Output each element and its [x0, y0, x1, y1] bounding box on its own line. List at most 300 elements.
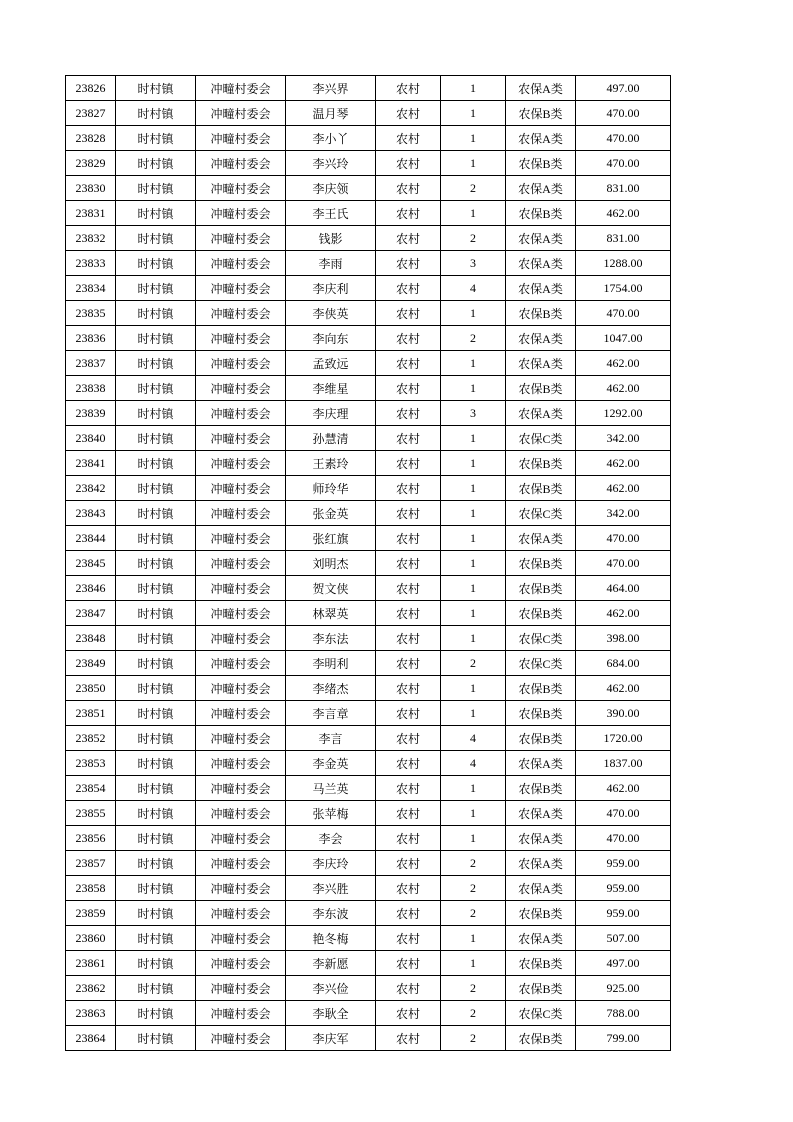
cell-id: 23855	[66, 801, 116, 826]
cell-name: 李庆军	[286, 1026, 376, 1051]
cell-category: 农保A类	[506, 176, 576, 201]
cell-type: 农村	[376, 501, 441, 526]
cell-committee: 冲疃村委会	[196, 901, 286, 926]
cell-type: 农村	[376, 801, 441, 826]
cell-amount: 1292.00	[576, 401, 671, 426]
cell-id: 23847	[66, 601, 116, 626]
cell-amount: 462.00	[576, 351, 671, 376]
cell-committee: 冲疃村委会	[196, 176, 286, 201]
cell-count: 2	[441, 976, 506, 1001]
cell-amount: 470.00	[576, 101, 671, 126]
cell-category: 农保B类	[506, 476, 576, 501]
cell-town: 时村镇	[116, 676, 196, 701]
table-row	[66, 776, 671, 801]
cell-committee: 冲疃村委会	[196, 651, 286, 676]
cell-category: 农保C类	[506, 1001, 576, 1026]
cell-count: 1	[441, 926, 506, 951]
cell-category: 农保B类	[506, 601, 576, 626]
cell-type: 农村	[376, 376, 441, 401]
cell-id: 23852	[66, 726, 116, 751]
cell-category: 农保A类	[506, 851, 576, 876]
cell-id: 23853	[66, 751, 116, 776]
cell-town: 时村镇	[116, 526, 196, 551]
cell-committee: 冲疃村委会	[196, 201, 286, 226]
cell-count: 1	[441, 551, 506, 576]
cell-amount: 470.00	[576, 126, 671, 151]
cell-count: 2	[441, 176, 506, 201]
cell-name: 林翠英	[286, 601, 376, 626]
cell-committee: 冲疃村委会	[196, 401, 286, 426]
cell-committee: 冲疃村委会	[196, 351, 286, 376]
cell-committee: 冲疃村委会	[196, 226, 286, 251]
cell-name: 李庆玲	[286, 851, 376, 876]
cell-category: 农保C类	[506, 426, 576, 451]
cell-count: 1	[441, 426, 506, 451]
cell-count: 1	[441, 801, 506, 826]
table-row	[66, 201, 671, 226]
cell-type: 农村	[376, 651, 441, 676]
cell-count: 1	[441, 351, 506, 376]
cell-town: 时村镇	[116, 1001, 196, 1026]
cell-town: 时村镇	[116, 176, 196, 201]
cell-count: 2	[441, 226, 506, 251]
cell-name: 钱影	[286, 226, 376, 251]
table-row	[66, 901, 671, 926]
cell-town: 时村镇	[116, 901, 196, 926]
cell-count: 2	[441, 876, 506, 901]
cell-name: 李庆领	[286, 176, 376, 201]
cell-amount: 470.00	[576, 301, 671, 326]
cell-id: 23845	[66, 551, 116, 576]
cell-type: 农村	[376, 451, 441, 476]
cell-amount: 497.00	[576, 951, 671, 976]
table-row	[66, 951, 671, 976]
cell-category: 农保A类	[506, 401, 576, 426]
cell-committee: 冲疃村委会	[196, 801, 286, 826]
cell-category: 农保B类	[506, 901, 576, 926]
cell-category: 农保B类	[506, 676, 576, 701]
cell-id: 23863	[66, 1001, 116, 1026]
cell-amount: 799.00	[576, 1026, 671, 1051]
cell-amount: 959.00	[576, 901, 671, 926]
table-row	[66, 426, 671, 451]
cell-town: 时村镇	[116, 601, 196, 626]
cell-name: 李会	[286, 826, 376, 851]
cell-name: 李兴界	[286, 76, 376, 101]
cell-name: 贺文侠	[286, 576, 376, 601]
table-row	[66, 926, 671, 951]
cell-town: 时村镇	[116, 951, 196, 976]
cell-id: 23828	[66, 126, 116, 151]
cell-amount: 470.00	[576, 826, 671, 851]
cell-count: 1	[441, 576, 506, 601]
cell-count: 3	[441, 251, 506, 276]
cell-count: 1	[441, 526, 506, 551]
cell-category: 农保B类	[506, 701, 576, 726]
table-row	[66, 101, 671, 126]
cell-type: 农村	[376, 101, 441, 126]
cell-town: 时村镇	[116, 776, 196, 801]
cell-amount: 462.00	[576, 201, 671, 226]
cell-name: 李东法	[286, 626, 376, 651]
cell-type: 农村	[376, 1001, 441, 1026]
cell-town: 时村镇	[116, 151, 196, 176]
cell-count: 1	[441, 101, 506, 126]
cell-type: 农村	[376, 426, 441, 451]
table-row	[66, 876, 671, 901]
table-row	[66, 1026, 671, 1051]
cell-id: 23829	[66, 151, 116, 176]
cell-type: 农村	[376, 351, 441, 376]
cell-type: 农村	[376, 776, 441, 801]
cell-type: 农村	[376, 726, 441, 751]
cell-committee: 冲疃村委会	[196, 126, 286, 151]
cell-name: 艳冬梅	[286, 926, 376, 951]
cell-category: 农保B类	[506, 1026, 576, 1051]
cell-category: 农保A类	[506, 876, 576, 901]
cell-category: 农保A类	[506, 526, 576, 551]
table-row	[66, 251, 671, 276]
cell-category: 农保A类	[506, 826, 576, 851]
cell-name: 孟致远	[286, 351, 376, 376]
cell-amount: 959.00	[576, 876, 671, 901]
cell-count: 1	[441, 676, 506, 701]
cell-count: 1	[441, 151, 506, 176]
cell-count: 1	[441, 951, 506, 976]
table-row	[66, 351, 671, 376]
cell-category: 农保B类	[506, 576, 576, 601]
cell-name: 李侠英	[286, 301, 376, 326]
cell-category: 农保A类	[506, 926, 576, 951]
cell-committee: 冲疃村委会	[196, 976, 286, 1001]
cell-amount: 1754.00	[576, 276, 671, 301]
cell-committee: 冲疃村委会	[196, 926, 286, 951]
cell-count: 2	[441, 1026, 506, 1051]
cell-amount: 959.00	[576, 851, 671, 876]
cell-committee: 冲疃村委会	[196, 1001, 286, 1026]
cell-name: 马兰英	[286, 776, 376, 801]
cell-town: 时村镇	[116, 276, 196, 301]
cell-town: 时村镇	[116, 301, 196, 326]
cell-name: 温月琴	[286, 101, 376, 126]
cell-name: 李兴胜	[286, 876, 376, 901]
cell-name: 李兴玲	[286, 151, 376, 176]
cell-type: 农村	[376, 526, 441, 551]
cell-id: 23848	[66, 626, 116, 651]
cell-amount: 462.00	[576, 776, 671, 801]
cell-town: 时村镇	[116, 851, 196, 876]
cell-town: 时村镇	[116, 101, 196, 126]
cell-category: 农保A类	[506, 251, 576, 276]
table-row	[66, 276, 671, 301]
cell-type: 农村	[376, 226, 441, 251]
cell-type: 农村	[376, 926, 441, 951]
table-row	[66, 701, 671, 726]
cell-type: 农村	[376, 476, 441, 501]
cell-id: 23858	[66, 876, 116, 901]
cell-amount: 462.00	[576, 601, 671, 626]
cell-category: 农保A类	[506, 226, 576, 251]
cell-committee: 冲疃村委会	[196, 101, 286, 126]
cell-committee: 冲疃村委会	[196, 76, 286, 101]
cell-amount: 788.00	[576, 1001, 671, 1026]
cell-name: 刘明杰	[286, 551, 376, 576]
cell-id: 23861	[66, 951, 116, 976]
cell-committee: 冲疃村委会	[196, 876, 286, 901]
table-row	[66, 826, 671, 851]
table-row	[66, 976, 671, 1001]
cell-type: 农村	[376, 176, 441, 201]
cell-name: 李兴俭	[286, 976, 376, 1001]
cell-town: 时村镇	[116, 251, 196, 276]
cell-committee: 冲疃村委会	[196, 776, 286, 801]
cell-category: 农保A类	[506, 801, 576, 826]
cell-count: 1	[441, 826, 506, 851]
cell-type: 农村	[376, 76, 441, 101]
cell-committee: 冲疃村委会	[196, 676, 286, 701]
table-row	[66, 401, 671, 426]
cell-category: 农保A类	[506, 276, 576, 301]
table-row	[66, 176, 671, 201]
cell-committee: 冲疃村委会	[196, 451, 286, 476]
cell-category: 农保A类	[506, 751, 576, 776]
cell-town: 时村镇	[116, 476, 196, 501]
cell-amount: 462.00	[576, 376, 671, 401]
cell-category: 农保B类	[506, 776, 576, 801]
cell-name: 李绪杰	[286, 676, 376, 701]
cell-town: 时村镇	[116, 726, 196, 751]
cell-count: 1	[441, 501, 506, 526]
cell-amount: 507.00	[576, 926, 671, 951]
cell-town: 时村镇	[116, 226, 196, 251]
cell-town: 时村镇	[116, 451, 196, 476]
cell-id: 23840	[66, 426, 116, 451]
cell-category: 农保A类	[506, 326, 576, 351]
cell-type: 农村	[376, 976, 441, 1001]
cell-category: 农保B类	[506, 201, 576, 226]
cell-name: 李明利	[286, 651, 376, 676]
cell-id: 23850	[66, 676, 116, 701]
cell-count: 4	[441, 276, 506, 301]
cell-town: 时村镇	[116, 401, 196, 426]
cell-name: 李耿全	[286, 1001, 376, 1026]
cell-committee: 冲疃村委会	[196, 476, 286, 501]
cell-amount: 342.00	[576, 501, 671, 526]
cell-count: 2	[441, 651, 506, 676]
cell-town: 时村镇	[116, 76, 196, 101]
cell-town: 时村镇	[116, 876, 196, 901]
cell-name: 师玲华	[286, 476, 376, 501]
cell-count: 1	[441, 76, 506, 101]
cell-committee: 冲疃村委会	[196, 1026, 286, 1051]
cell-id: 23830	[66, 176, 116, 201]
cell-category: 农保A类	[506, 126, 576, 151]
cell-count: 1	[441, 201, 506, 226]
cell-amount: 470.00	[576, 151, 671, 176]
cell-type: 农村	[376, 676, 441, 701]
cell-type: 农村	[376, 576, 441, 601]
cell-id: 23854	[66, 776, 116, 801]
table-row	[66, 451, 671, 476]
cell-id: 23862	[66, 976, 116, 1001]
cell-name: 李向东	[286, 326, 376, 351]
cell-count: 1	[441, 626, 506, 651]
table-row	[66, 726, 671, 751]
cell-amount: 390.00	[576, 701, 671, 726]
cell-amount: 462.00	[576, 476, 671, 501]
table-row	[66, 476, 671, 501]
cell-town: 时村镇	[116, 751, 196, 776]
cell-amount: 342.00	[576, 426, 671, 451]
cell-committee: 冲疃村委会	[196, 526, 286, 551]
cell-amount: 684.00	[576, 651, 671, 676]
cell-category: 农保C类	[506, 651, 576, 676]
cell-name: 李金英	[286, 751, 376, 776]
table-row	[66, 751, 671, 776]
cell-id: 23841	[66, 451, 116, 476]
cell-id: 23832	[66, 226, 116, 251]
table-row	[66, 526, 671, 551]
cell-committee: 冲疃村委会	[196, 626, 286, 651]
cell-town: 时村镇	[116, 501, 196, 526]
cell-amount: 462.00	[576, 676, 671, 701]
cell-id: 23834	[66, 276, 116, 301]
cell-name: 李王氏	[286, 201, 376, 226]
cell-town: 时村镇	[116, 576, 196, 601]
table-row	[66, 676, 671, 701]
cell-type: 农村	[376, 551, 441, 576]
cell-id: 23842	[66, 476, 116, 501]
cell-name: 李庆理	[286, 401, 376, 426]
table-row	[66, 76, 671, 101]
cell-category: 农保B类	[506, 301, 576, 326]
cell-town: 时村镇	[116, 426, 196, 451]
cell-type: 农村	[376, 401, 441, 426]
cell-type: 农村	[376, 851, 441, 876]
cell-category: 农保B类	[506, 101, 576, 126]
cell-type: 农村	[376, 626, 441, 651]
cell-category: 农保B类	[506, 976, 576, 1001]
cell-amount: 464.00	[576, 576, 671, 601]
cell-committee: 冲疃村委会	[196, 376, 286, 401]
cell-name: 张苹梅	[286, 801, 376, 826]
cell-committee: 冲疃村委会	[196, 551, 286, 576]
cell-category: 农保C类	[506, 501, 576, 526]
cell-type: 农村	[376, 276, 441, 301]
cell-town: 时村镇	[116, 626, 196, 651]
cell-town: 时村镇	[116, 701, 196, 726]
cell-amount: 1837.00	[576, 751, 671, 776]
cell-id: 23849	[66, 651, 116, 676]
cell-id: 23851	[66, 701, 116, 726]
records-table	[65, 75, 671, 1051]
cell-name: 孙慧清	[286, 426, 376, 451]
cell-amount: 1720.00	[576, 726, 671, 751]
cell-count: 1	[441, 476, 506, 501]
table-row	[66, 151, 671, 176]
cell-count: 1	[441, 451, 506, 476]
cell-type: 农村	[376, 876, 441, 901]
table-row	[66, 1001, 671, 1026]
cell-id: 23857	[66, 851, 116, 876]
cell-committee: 冲疃村委会	[196, 576, 286, 601]
cell-id: 23836	[66, 326, 116, 351]
cell-name: 李庆利	[286, 276, 376, 301]
cell-category: 农保B类	[506, 551, 576, 576]
cell-type: 农村	[376, 601, 441, 626]
cell-amount: 470.00	[576, 801, 671, 826]
cell-committee: 冲疃村委会	[196, 851, 286, 876]
cell-name: 李东波	[286, 901, 376, 926]
table-row	[66, 576, 671, 601]
cell-id: 23864	[66, 1026, 116, 1051]
cell-count: 4	[441, 726, 506, 751]
cell-town: 时村镇	[116, 1026, 196, 1051]
cell-committee: 冲疃村委会	[196, 301, 286, 326]
cell-name: 张金英	[286, 501, 376, 526]
cell-category: 农保C类	[506, 626, 576, 651]
cell-committee: 冲疃村委会	[196, 701, 286, 726]
cell-amount: 398.00	[576, 626, 671, 651]
table-row	[66, 226, 671, 251]
cell-type: 农村	[376, 751, 441, 776]
cell-id: 23827	[66, 101, 116, 126]
cell-type: 农村	[376, 901, 441, 926]
cell-id: 23838	[66, 376, 116, 401]
cell-name: 王素玲	[286, 451, 376, 476]
cell-town: 时村镇	[116, 126, 196, 151]
table-row	[66, 301, 671, 326]
cell-id: 23833	[66, 251, 116, 276]
cell-committee: 冲疃村委会	[196, 826, 286, 851]
cell-count: 1	[441, 701, 506, 726]
cell-amount: 470.00	[576, 526, 671, 551]
table-row	[66, 501, 671, 526]
cell-category: 农保B类	[506, 376, 576, 401]
cell-town: 时村镇	[116, 201, 196, 226]
cell-town: 时村镇	[116, 926, 196, 951]
cell-amount: 497.00	[576, 76, 671, 101]
cell-count: 2	[441, 1001, 506, 1026]
cell-type: 农村	[376, 326, 441, 351]
cell-committee: 冲疃村委会	[196, 326, 286, 351]
cell-name: 李维星	[286, 376, 376, 401]
cell-category: 农保B类	[506, 451, 576, 476]
cell-count: 2	[441, 326, 506, 351]
cell-count: 1	[441, 126, 506, 151]
cell-committee: 冲疃村委会	[196, 251, 286, 276]
cell-town: 时村镇	[116, 351, 196, 376]
cell-type: 农村	[376, 251, 441, 276]
table-row	[66, 651, 671, 676]
cell-id: 23837	[66, 351, 116, 376]
cell-name: 李言章	[286, 701, 376, 726]
cell-category: 农保B类	[506, 726, 576, 751]
cell-id: 23831	[66, 201, 116, 226]
table-row	[66, 801, 671, 826]
cell-committee: 冲疃村委会	[196, 601, 286, 626]
cell-amount: 925.00	[576, 976, 671, 1001]
cell-committee: 冲疃村委会	[196, 151, 286, 176]
cell-name: 李言	[286, 726, 376, 751]
cell-town: 时村镇	[116, 326, 196, 351]
cell-count: 2	[441, 851, 506, 876]
cell-count: 1	[441, 301, 506, 326]
cell-type: 农村	[376, 301, 441, 326]
table-row	[66, 376, 671, 401]
cell-committee: 冲疃村委会	[196, 276, 286, 301]
cell-id: 23856	[66, 826, 116, 851]
